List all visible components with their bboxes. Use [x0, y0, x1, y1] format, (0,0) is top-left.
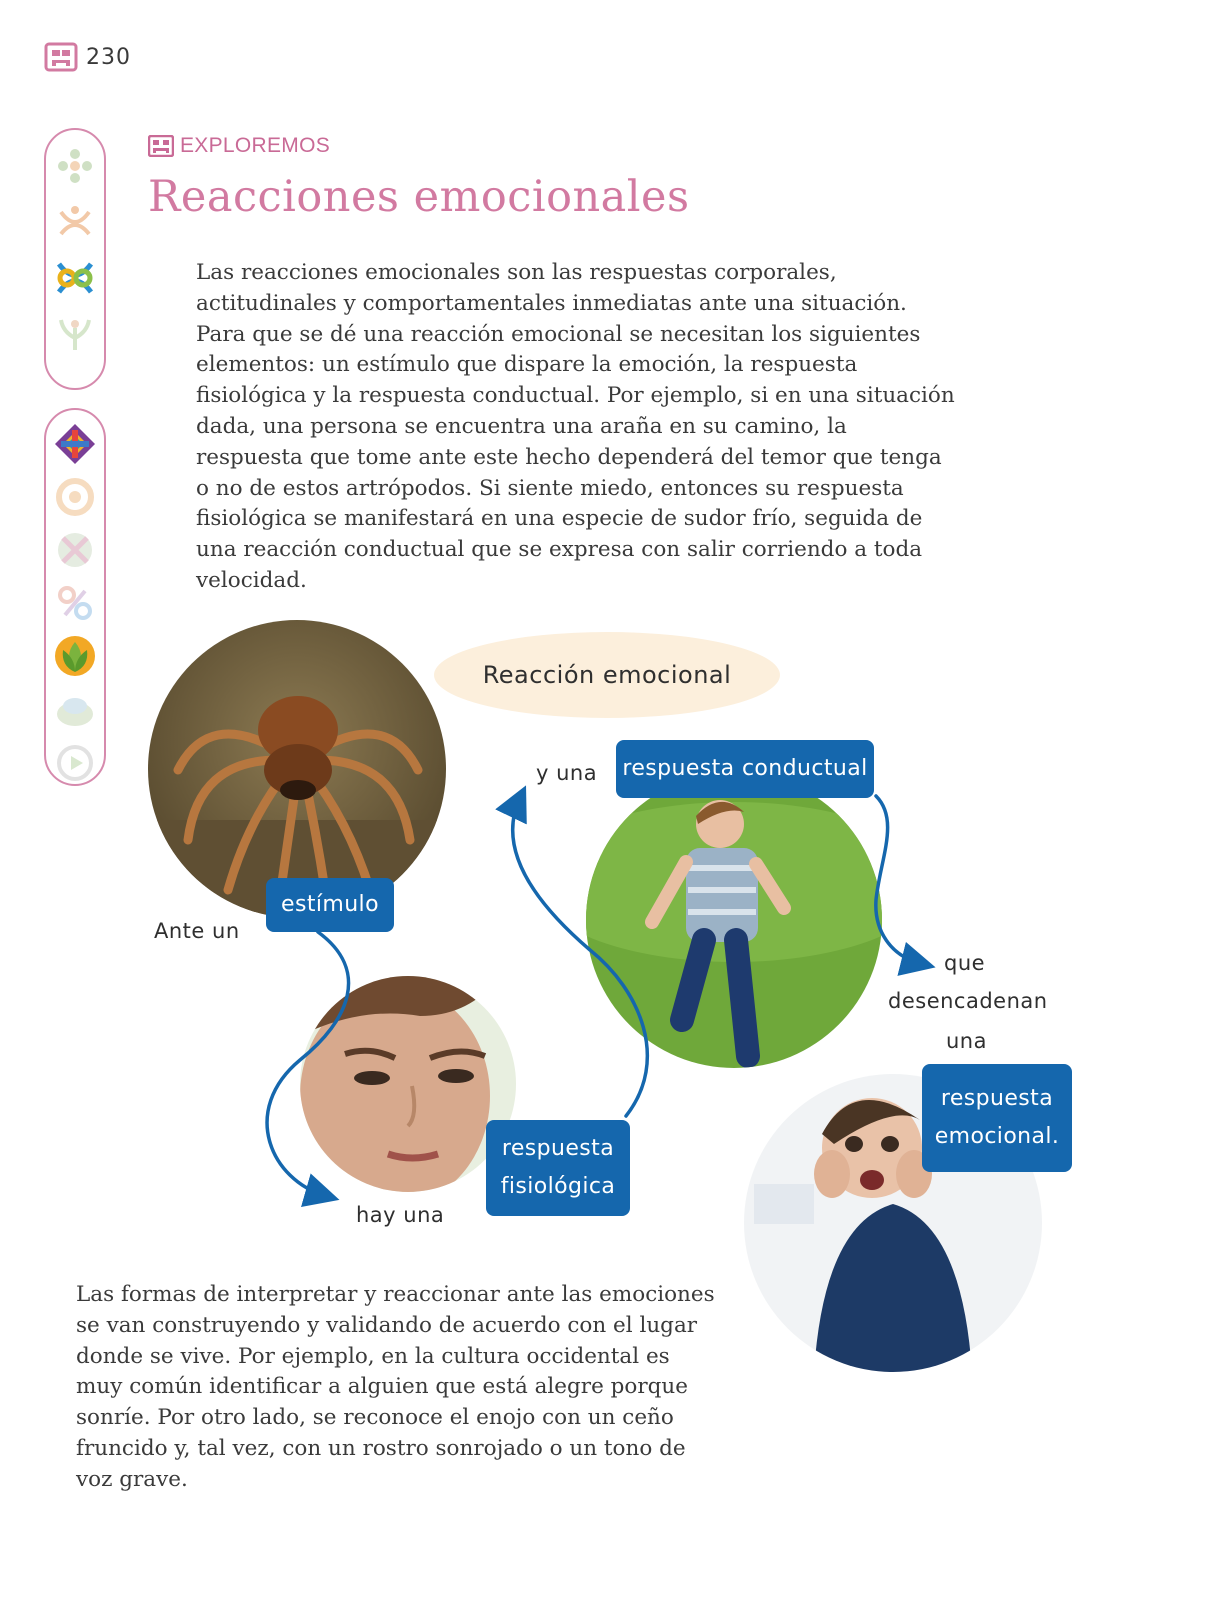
- respuesta-fisiologica-line2: fisiológica: [500, 1174, 616, 1199]
- respuesta-fisiologica-line1: respuesta: [501, 1136, 615, 1161]
- reaccion-emocional-cloud: Reacción emocional: [434, 632, 780, 718]
- page-number: 230: [86, 44, 131, 70]
- intro-paragraph: Las reacciones emocionales son las respuestas corporales, actitudinales y comportamentales inmediatas ante una situación. Para que se dé una reacción emocional se necesitan los siguientes elementos: un estímulo que dispare la emoción, la respuesta fisiológica y la respuesta conductual. Por ejemplo, si en una situación dada, una persona se encuentra una araña en su camino, la respuesta que tome ante este hecho dependerá del temor que tenga o no de estos artrópodos. Si siente miedo, entonces su respuesta fisiológica se manifestará en una especie de sudor frío, seguida de una reacción conductual que se expresa con salir corriendo a toda velocidad.: [196, 260, 955, 593]
- arrow-fisiologica-to-conductual: [513, 798, 648, 1116]
- closing-paragraph: Las formas de interpretar y reaccionar ante las emociones se van construyendo y validando de acuerdo con el lugar donde se vive. Por ejemplo, en la cultura occidental es muy común identificar a alguien que está alegre porque sonríe. Por otro lado, se reconoce el enojo con un ceño fruncido y, tal vez, con un rostro sonrojado o un tono de voz grave.: [76, 1282, 715, 1492]
- respuesta-emocional-badge: [922, 1064, 1072, 1172]
- connector-una: una: [946, 1029, 987, 1053]
- respuesta-fisiologica-badge: [486, 1120, 630, 1216]
- respuesta-emocional-line2: emocional.: [934, 1124, 1060, 1149]
- respuesta-conductual-badge: respuesta conductual: [616, 740, 874, 798]
- connector-desencadenan: desencadenan: [888, 989, 1048, 1013]
- section-label-text: EXPLOREMOS: [180, 134, 331, 157]
- connector-que: que: [944, 951, 986, 975]
- estimulo-badge: estímulo: [266, 878, 394, 932]
- connector-ante-un: Ante un: [154, 919, 240, 943]
- respuesta-emocional-line1: respuesta: [940, 1086, 1054, 1111]
- connector-y-una: y una: [536, 761, 598, 785]
- arrow-estimulo-to-fisiologica: [267, 932, 348, 1196]
- page-title: Reacciones emocionales: [148, 172, 690, 222]
- arrow-conductual-to-emocional: [876, 796, 922, 964]
- connector-hay-una: hay una: [356, 1203, 445, 1227]
